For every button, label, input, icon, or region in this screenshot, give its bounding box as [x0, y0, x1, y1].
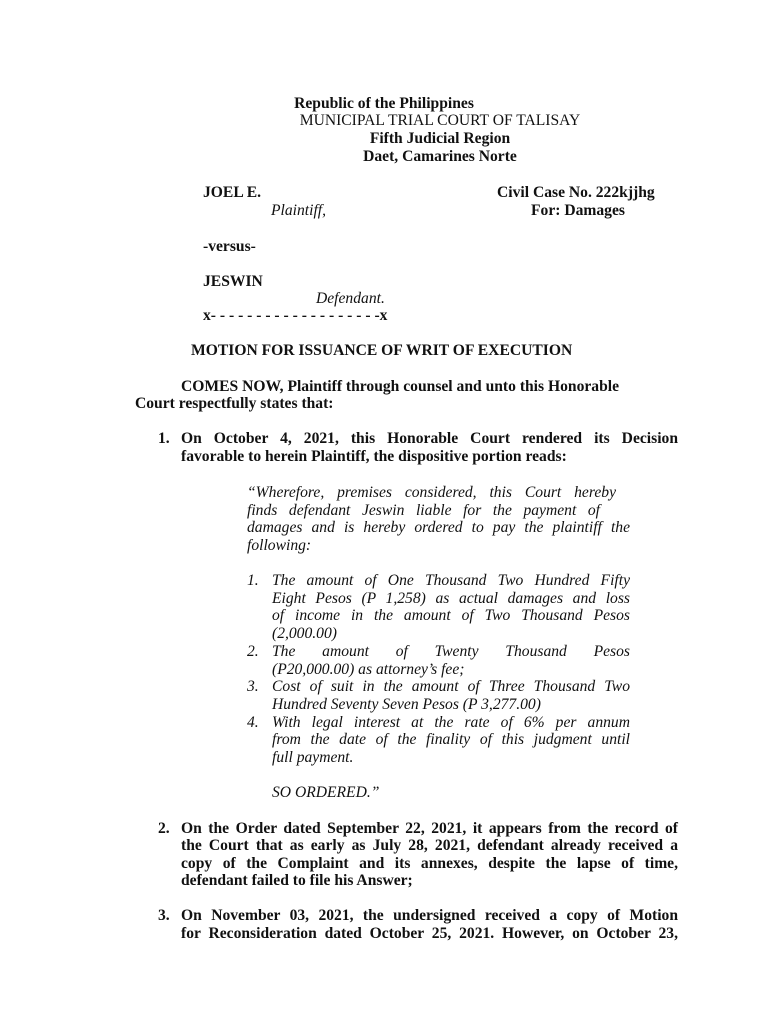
plaintiff-name: JOEL E. — [203, 184, 262, 201]
sub-item-2-line-2: (P20,000.00) as attorney’s fee; — [272, 661, 465, 678]
quote-line-1: “Wherefore, premises considered, this Court hereby — [247, 484, 616, 501]
sub-item-1-number: 1. — [247, 572, 259, 589]
item-1-number: 1. — [158, 430, 170, 447]
item-3-number: 3. — [158, 907, 170, 924]
item-1-line-1: On October 4, 2021, this Honorable Court rendered its Decision — [181, 430, 678, 447]
sub-item-4-number: 4. — [247, 714, 259, 731]
sub-item-3-line-2: Hundred Seventy Seven Pesos (P 3,277.00) — [272, 696, 541, 713]
sub-item-2-number: 2. — [247, 643, 259, 660]
header-line-3: Fifth Judicial Region — [369, 130, 511, 147]
item-1-line-2: favorable to herein Plaintiff, the dispositive portion reads: — [181, 448, 567, 465]
quote-line-3: damages and is hereby ordered to pay the plaintiff the — [247, 519, 630, 536]
intro-lead: COMES NOW, — [181, 378, 284, 395]
case-number: Civil Case No. 222kjjhg — [497, 184, 655, 201]
sub-item-1-line-2: Eight Pesos (P 1,258) as actual damages and loss — [272, 590, 630, 607]
item-2-line-4: defendant failed to file his Answer; — [181, 872, 413, 889]
item-3-line-1: On November 03, 2021, the undersigned received a copy of Motion — [181, 907, 678, 924]
sub-item-1-line-4: (2,000.00) — [272, 625, 337, 642]
header-line-2: MUNICIPAL TRIAL COURT OF TALISAY — [299, 112, 581, 129]
intro-line-1-rest: Plaintiff through counsel and unto this Honorable — [283, 378, 620, 395]
sub-item-4-line-1: With legal interest at the rate of 6% per annum — [272, 714, 630, 731]
versus-label: -versus- — [203, 238, 256, 255]
item-2-line-2: the Court that as early as July 28, 2021, defendant already received a — [181, 837, 678, 854]
defendant-role: Defendant. — [316, 290, 385, 307]
sub-item-4-line-3: full payment. — [272, 749, 354, 766]
plaintiff-role: Plaintiff, — [271, 202, 327, 219]
item-2-line-1: On the Order dated September 22, 2021, it appears from the record of — [181, 820, 678, 837]
header-line-4: Daet, Camarines Norte — [363, 148, 517, 165]
defendant-name: JESWIN — [203, 273, 263, 290]
sub-item-3-line-1: Cost of suit in the amount of Three Thousand Two — [272, 678, 630, 695]
header-line-1: Republic of the Philippines — [294, 95, 474, 112]
quote-line-2: finds defendant Jeswin liable for the payment of — [247, 502, 600, 519]
item-2-line-3: copy of the Complaint and its annexes, despite the lapse of time, — [181, 855, 678, 872]
item-3-line-2: for Reconsideration dated October 25, 2021. However, on October 23, — [181, 925, 678, 942]
caption-separator: x- - - - - - - - - - - - - - - - - - -x — [203, 307, 388, 324]
intro-line-1 — [181, 378, 619, 396]
sub-item-1-line-1: The amount of One Thousand Two Hundred Fifty — [272, 572, 630, 589]
quote-line-4: following: — [247, 537, 312, 554]
sub-item-1-line-3: of income in the amount of Two Thousand Pesos — [272, 607, 630, 624]
sub-item-2-line-1: The amount of Twenty Thousand Pesos — [272, 643, 630, 660]
case-type: For: Damages — [531, 202, 625, 219]
document-title: MOTION FOR ISSUANCE OF WRIT OF EXECUTION — [191, 342, 573, 359]
intro-line-2: Court respectfully states that: — [135, 395, 334, 412]
sub-item-3-number: 3. — [247, 678, 259, 695]
sub-item-4-line-2: from the date of the finality of this judgment until — [272, 731, 630, 748]
quote-closing: SO ORDERED.” — [272, 784, 380, 801]
item-2-number: 2. — [158, 820, 170, 837]
